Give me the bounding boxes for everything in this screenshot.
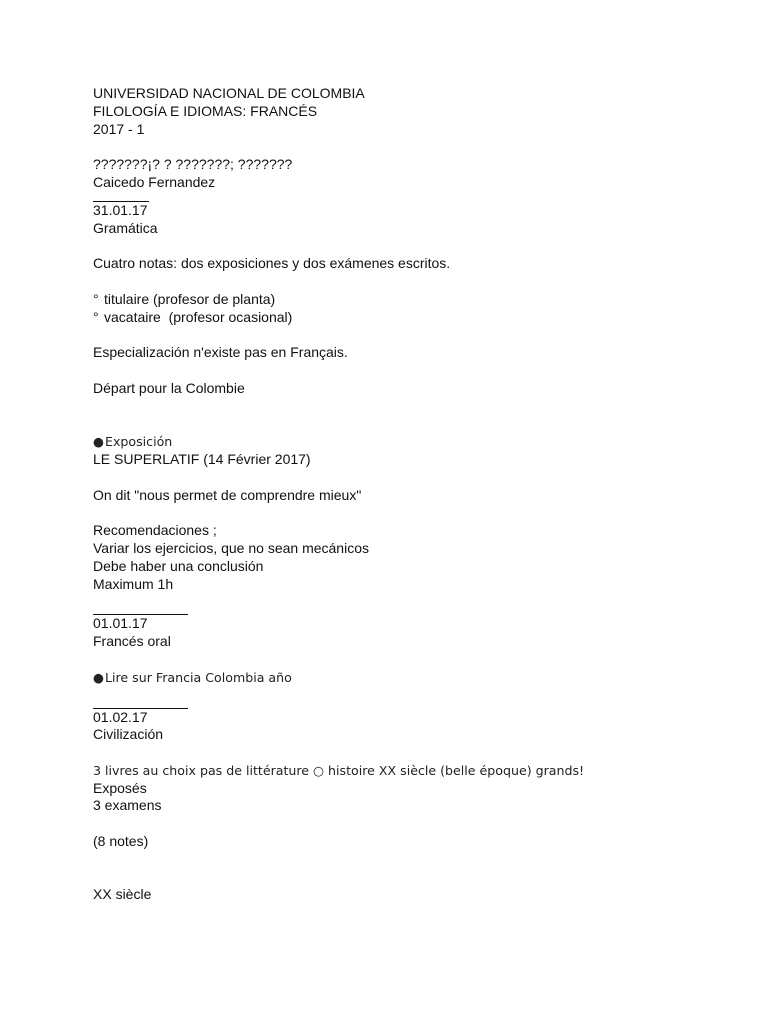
university-name: UNIVERSIDAD NACIONAL DE COLOMBIA: [93, 85, 365, 101]
bullet-label: Exposición: [105, 434, 173, 450]
section-date: 01.01.17: [93, 615, 148, 632]
degree-symbol: °: [93, 308, 99, 325]
bullet-item: [93, 433, 733, 451]
garbled-text: ???????¡? ? ???????; ???????: [93, 156, 293, 173]
bullet-icon: ●: [93, 669, 104, 685]
section-subject: Civilización: [93, 726, 164, 743]
document-body: [93, 85, 733, 904]
role-text: vacataire (profesor ocasional): [104, 308, 293, 325]
term: 2017 - 1: [93, 120, 145, 137]
recommendations-title: Recomendaciones ;: [93, 522, 217, 539]
bullet-icon: ●: [93, 434, 104, 450]
depart-note: Départ pour la Colombie: [93, 379, 245, 396]
divider: [93, 699, 188, 709]
section-date: 31.01.17: [93, 201, 148, 218]
recommendation-item: Debe haber una conclusión: [93, 557, 264, 574]
notes-count: (8 notes): [93, 833, 149, 850]
divider: [93, 605, 188, 615]
recommendation-item: Variar los ejercicios, que no sean mecánicos: [93, 539, 369, 556]
specialization-note: Especialización n'existe pas en Français.: [93, 344, 348, 361]
exposition-quote: On dit "nous permet de comprendre mieux": [93, 486, 362, 503]
century-heading: XX siècle: [93, 886, 152, 903]
section-subject: Gramática: [93, 219, 158, 236]
role-item: [93, 309, 733, 327]
author-name: Caicedo Fernandez: [93, 173, 216, 190]
section-date: 01.02.17: [93, 708, 148, 725]
books-note: 3 livres au choix pas de littérature ○ histoire XX siècle (belle époque) grands!: [93, 762, 585, 778]
program-name: FILOLOGÍA E IDIOMAS: FRANCÉS: [93, 102, 318, 119]
section-subject: Francés oral: [93, 633, 171, 650]
degree-symbol: °: [93, 290, 99, 307]
exams-note: 3 examens: [93, 797, 162, 814]
divider: [93, 192, 149, 202]
recommendation-item: Maximum 1h: [93, 575, 174, 592]
bullet-label: Lire sur Francia Colombia año: [105, 669, 292, 685]
exposes-note: Exposés: [93, 779, 147, 796]
role-text: titulaire (profesor de planta): [104, 290, 276, 307]
grading-notes: Cuatro notas: dos exposiciones y dos exámenes escritos.: [93, 255, 451, 272]
exposition-topic: LE SUPERLATIF (14 Février 2017): [93, 450, 311, 467]
bullet-item: [93, 669, 733, 687]
role-item: [93, 291, 733, 309]
